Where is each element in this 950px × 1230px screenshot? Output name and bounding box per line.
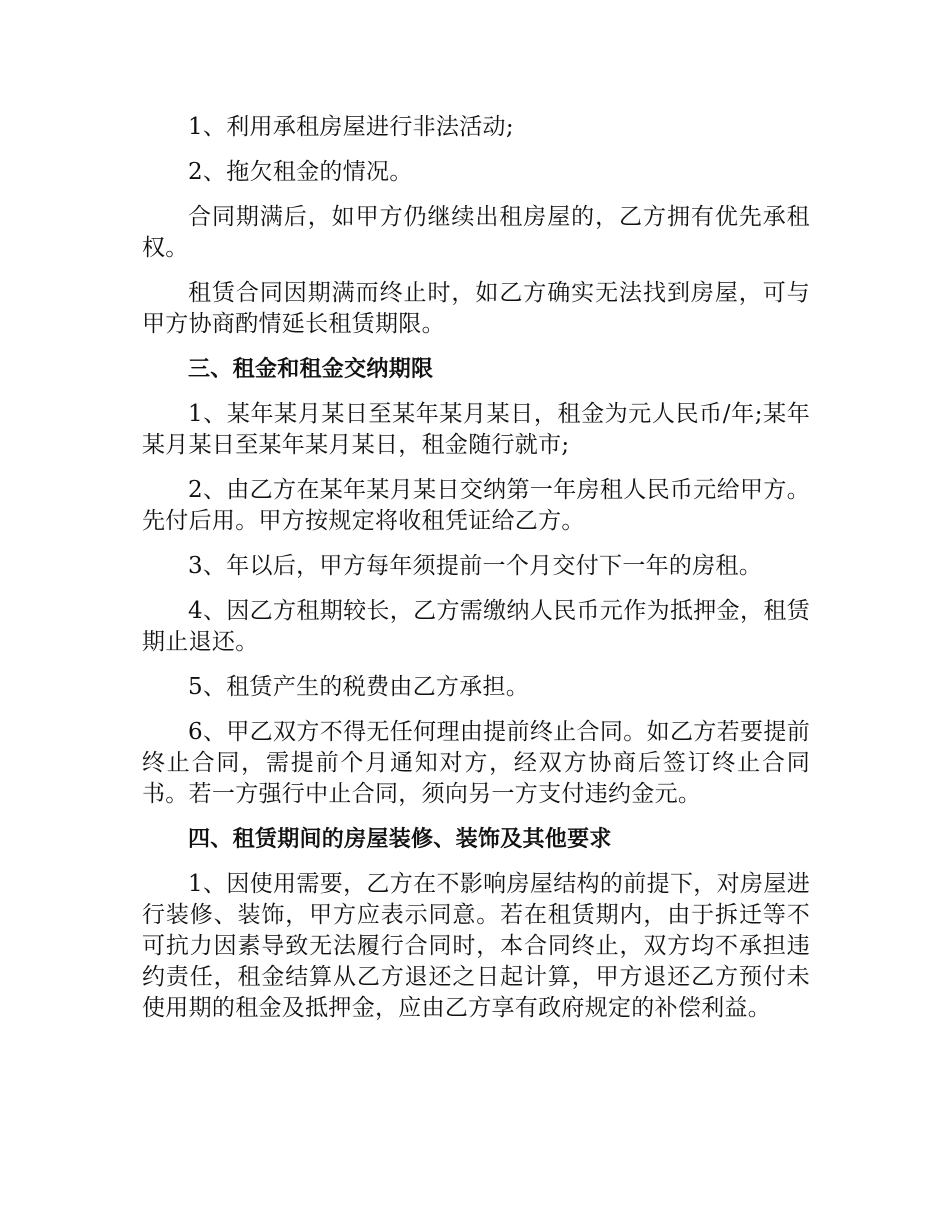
paragraph-rent-amount: 1、某年某月某日至某年某月某日，租金为元人民币/年;某年某月某日至某年某月某日，租金随行就市; bbox=[142, 401, 810, 458]
paragraph-rent-arrears: 2、拖欠租金的情况。 bbox=[188, 159, 413, 185]
paragraph-annual-payment: 3、年以后，甲方每年须提前一个月交付下一年的房租。 bbox=[188, 553, 763, 579]
paragraph-taxes: 5、租赁产生的税费由乙方承担。 bbox=[188, 674, 530, 700]
section-heading-renovation: 四、租赁期间的房屋装修、装饰及其他要求 bbox=[188, 827, 612, 852]
document-body bbox=[142, 112, 810, 1038]
paragraph-extend-term: 租赁合同因期满而终止时，如乙方确实无法找到房屋，可与甲方协商酌情延长租赁期限。 bbox=[142, 280, 810, 337]
paragraph-renovation: 1、因使用需要，乙方在不影响房屋结构的前提下，对房屋进行装修、装饰，甲方应表示同意。若在租赁期内，由于拆迁等不可抗力因素导致无法履行合同时，本合同终止，双方均不承担违约责任，租金结算从乙方退还之日起计算，甲方退还乙方预付未使用期的租金及抵押金，应由乙方享有政府规定的补偿利益。 bbox=[142, 871, 810, 1021]
paragraph-illegal-use: 1、利用承租房屋进行非法活动; bbox=[188, 114, 514, 140]
paragraph-priority-lease: 合同期满后，如甲方仍继续出租房屋的，乙方拥有优先承租权。 bbox=[142, 204, 810, 261]
paragraph-first-payment: 2、由乙方在某年某月某日交纳第一年房租人民币元给甲方。先付后用。甲方按规定将收租凭证给乙方。 bbox=[142, 477, 810, 534]
section-heading-rent: 三、租金和租金交纳期限 bbox=[188, 357, 434, 382]
paragraph-deposit: 4、因乙方租期较长，乙方需缴纳人民币元作为抵押金，租赁期止退还。 bbox=[142, 598, 810, 655]
paragraph-termination: 6、甲乙双方不得无任何理由提前终止合同。如乙方若要提前终止合同，需提前个月通知对方，经双方协商后签订终止合同书。若一方强行中止合同，须向另一方支付违约金元。 bbox=[142, 719, 810, 807]
